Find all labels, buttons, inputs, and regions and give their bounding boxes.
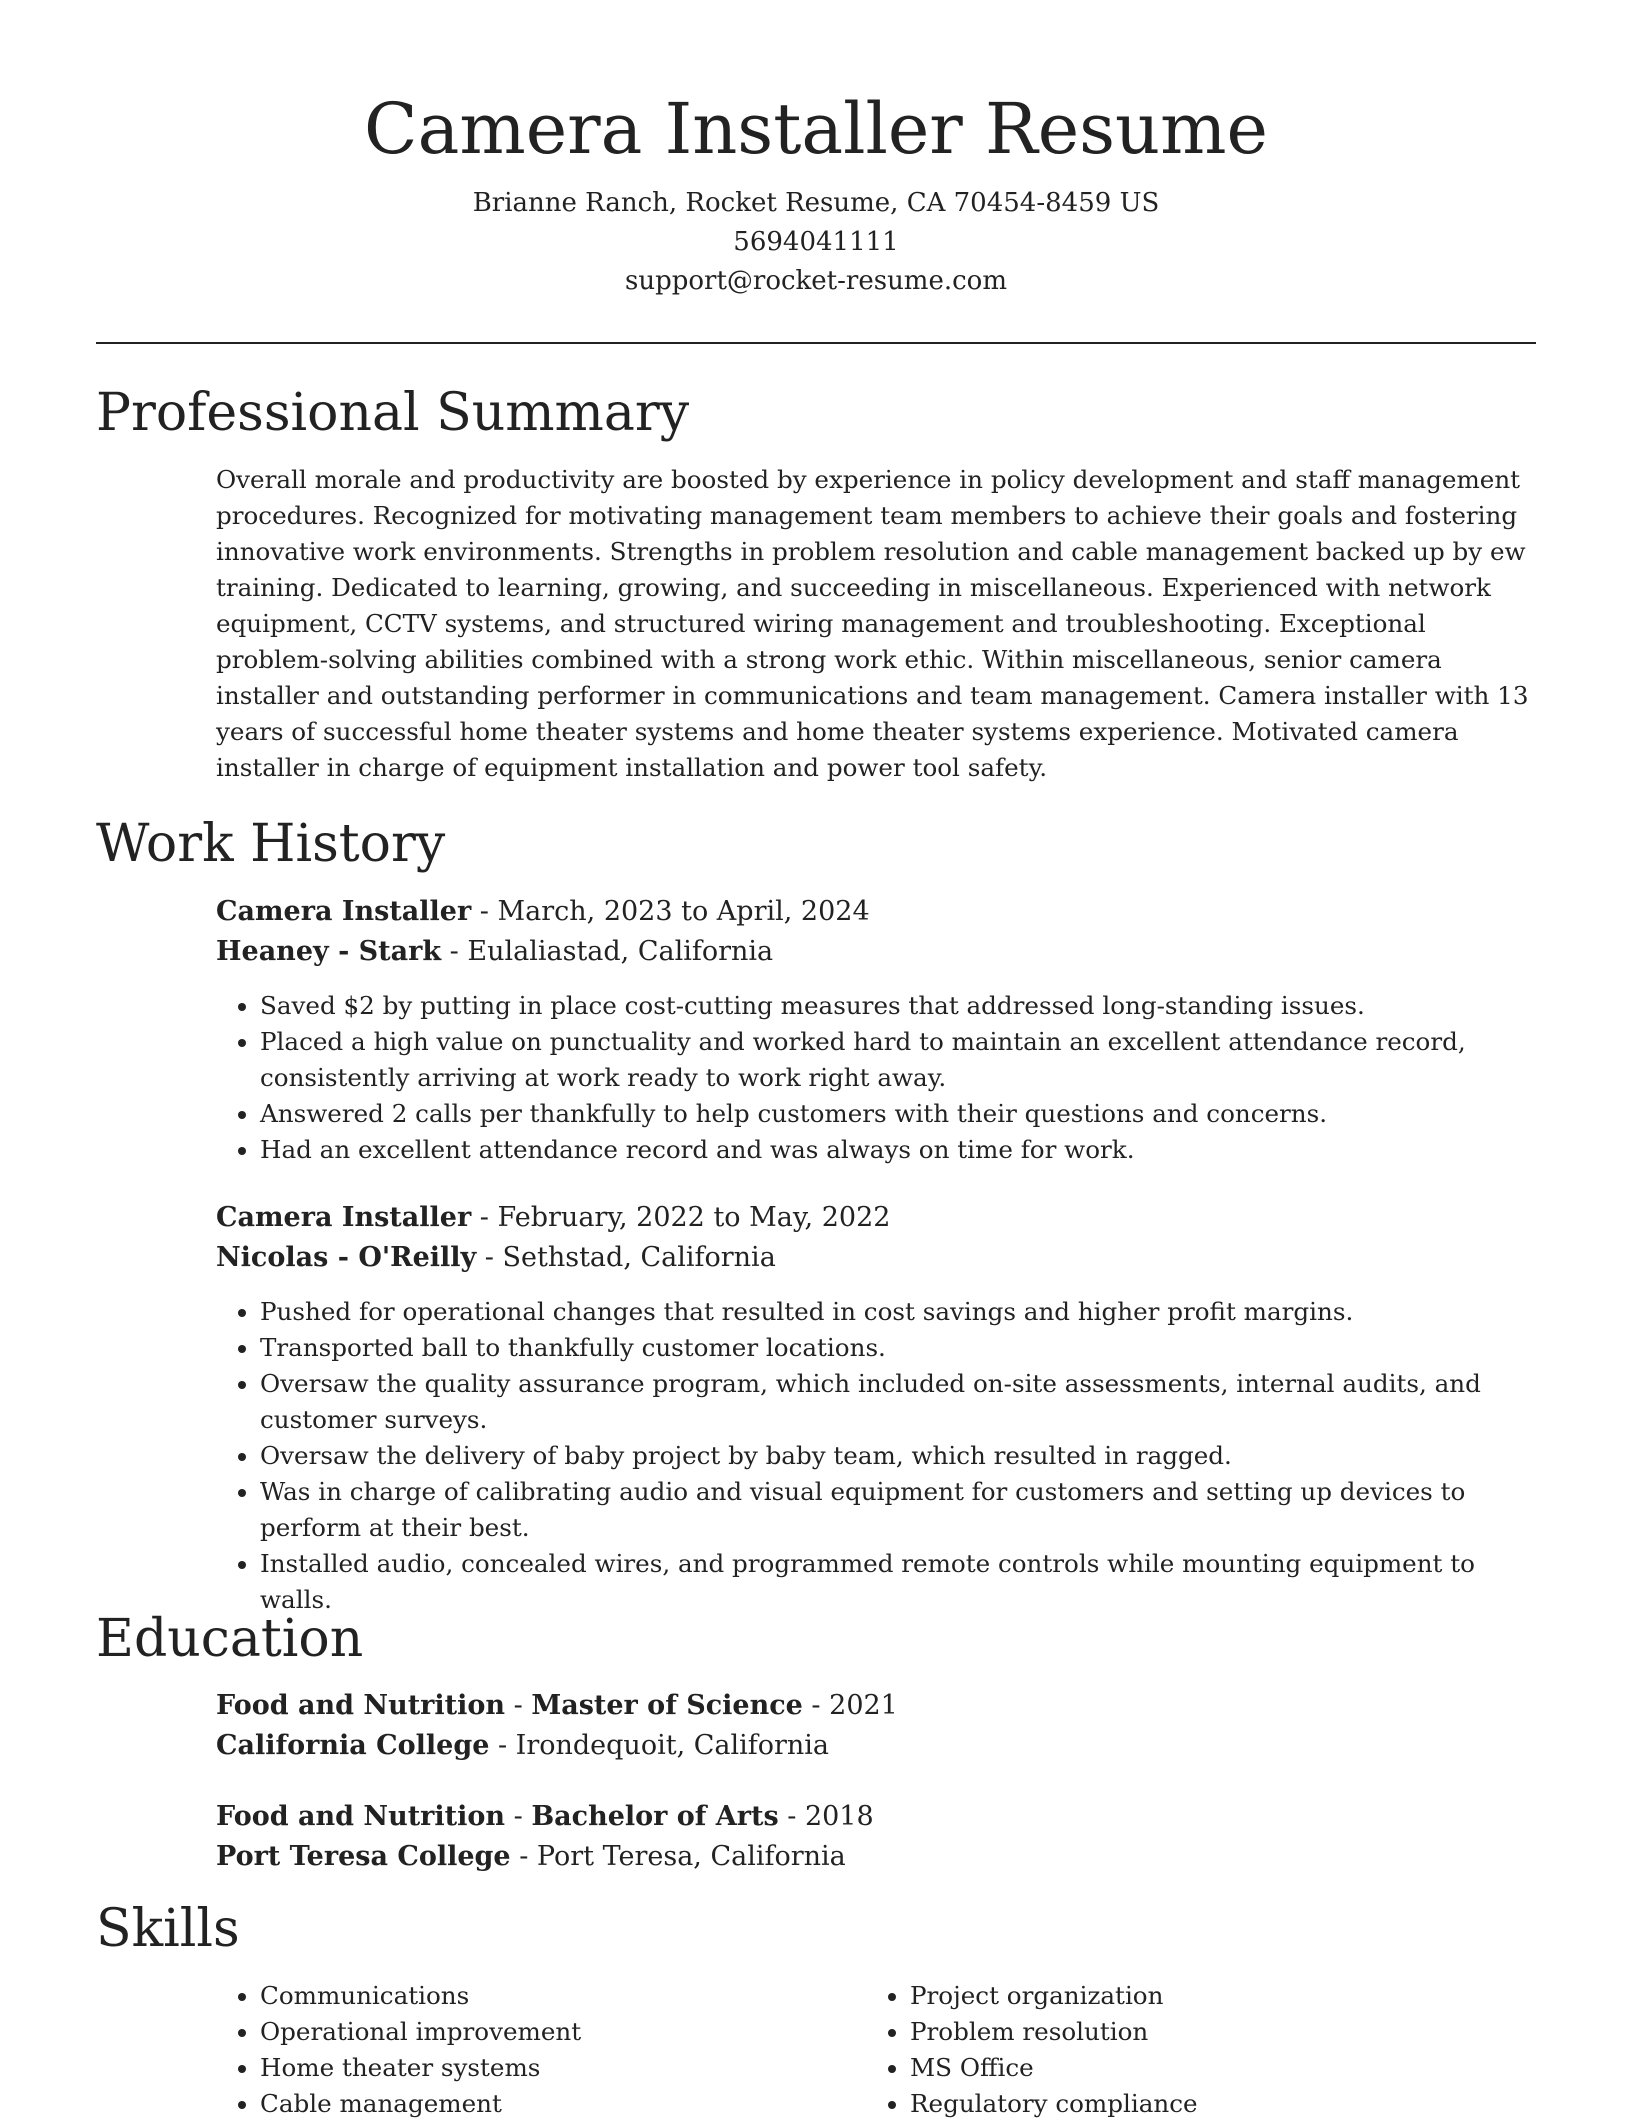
- job-bullets: [216, 1294, 1538, 1618]
- list-item: • Pushed for operational changes that resulted in cost savings and higher profit margins.: [260, 1294, 1538, 1330]
- job-entry: [216, 892, 1538, 1168]
- job-title: Camera Installer: [216, 1202, 472, 1233]
- section-title-summary: Professional Summary: [96, 383, 690, 443]
- list-item: • Was in charge of calibrating audio and visual equipment for customers and setting up devices to perform at their best.: [260, 1474, 1538, 1546]
- skills-column-left: [216, 1978, 866, 2122]
- skills-column-right: [866, 1978, 1516, 2122]
- job-company-line: [216, 1238, 1538, 1278]
- education-school-line: [216, 1837, 1538, 1877]
- job-dates: March, 2023 to April, 2024: [497, 896, 870, 927]
- job-company: Heaney - Stark: [216, 936, 442, 967]
- separator: -: [476, 1242, 503, 1273]
- education-degree-line: [216, 1686, 1538, 1726]
- education-location: Irondequoit, California: [515, 1730, 830, 1761]
- list-item: • Problem resolution: [910, 2014, 1516, 2050]
- list-item: • Transported ball to thankfully customer locations.: [260, 1330, 1538, 1366]
- separator: -: [441, 936, 468, 967]
- job-title-line: [216, 892, 1538, 932]
- header-divider: [96, 342, 1536, 344]
- job-company-line: [216, 932, 1538, 972]
- education-school: Port Teresa College: [216, 1841, 511, 1872]
- list-item: • Oversaw the delivery of baby project by baby team, which resulted in ragged.: [260, 1438, 1538, 1474]
- section-title-work-history: Work History: [96, 814, 446, 874]
- education-field: Food and Nutrition: [216, 1690, 506, 1721]
- list-item: • Operational improvement: [260, 2014, 866, 2050]
- separator: -: [505, 1690, 532, 1721]
- education-location: Port Teresa, California: [536, 1841, 846, 1872]
- education-degree-line: [216, 1797, 1538, 1837]
- list-item: • Placed a high value on punctuality and worked hard to maintain an excellent attendance record, consistently arriving at work ready to work right away.: [260, 1024, 1538, 1096]
- job-title: Camera Installer: [216, 896, 472, 927]
- education-entry: [216, 1686, 1538, 1766]
- list-item: • Project organization: [910, 1978, 1516, 2014]
- resume-header: [96, 84, 1536, 301]
- education-school-line: [216, 1726, 1538, 1766]
- contact-block: [96, 184, 1536, 301]
- separator: -: [489, 1730, 516, 1761]
- separator: -: [505, 1801, 532, 1832]
- contact-address: Brianne Ranch, Rocket Resume, CA 70454-8459 US: [472, 188, 1160, 218]
- job-bullets: [216, 988, 1538, 1168]
- section-title-skills: Skills: [96, 1899, 240, 1959]
- list-item: • Home theater systems: [260, 2050, 866, 2086]
- education-entry: [216, 1797, 1538, 1877]
- education-degree: Master of Science: [531, 1690, 803, 1721]
- list-item: • Saved $2 by putting in place cost-cutting measures that addressed long-standing issues.: [260, 988, 1538, 1024]
- list-item: • Installed audio, concealed wires, and programmed remote controls while mounting equipment to walls.: [260, 1546, 1538, 1618]
- list-item: • Oversaw the quality assurance program, which included on-site assessments, internal audits, and customer surveys.: [260, 1366, 1538, 1438]
- skills-list: [866, 1978, 1516, 2122]
- section-title-education: Education: [96, 1609, 364, 1669]
- summary-text: Overall morale and productivity are boosted by experience in policy development and staff management procedures. Recognized for motivating management team members to achieve their goals and fostering innovative work environments. Strengths in problem resolution and cable management backed up by ew training. Dedicated to learning, growing, and succeeding in miscellaneous. Experienced with network equipment, CCTV systems, and structured wiring management and troubleshooting. Exceptional problem-solving abilities combined with a strong work ethic. Within miscellaneous, senior camera installer and outstanding performer in communications and team management. Camera installer with 13 years of successful home theater systems and home theater systems experience. Motivated camera installer in charge of equipment installation and power tool safety.: [216, 465, 1529, 782]
- separator: -: [802, 1690, 830, 1721]
- separator: -: [510, 1841, 537, 1872]
- contact-email: support@rocket-resume.com: [624, 266, 1007, 296]
- list-item: • MS Office: [910, 2050, 1516, 2086]
- education-year: 2021: [829, 1690, 898, 1721]
- job-location: Eulaliastad, California: [467, 936, 774, 967]
- list-item: • Had an excellent attendance record and was always on time for work.: [260, 1132, 1538, 1168]
- job-company: Nicolas - O'Reilly: [216, 1242, 477, 1273]
- job-dates: February, 2022 to May, 2022: [497, 1202, 891, 1233]
- list-item: • Answered 2 calls per thankfully to help customers with their questions and concerns.: [260, 1096, 1538, 1132]
- page-title: Camera Installer Resume: [364, 88, 1268, 170]
- separator: -: [471, 1202, 498, 1233]
- separator: -: [778, 1801, 805, 1832]
- list-item: • Cable management: [260, 2086, 866, 2122]
- separator: -: [471, 896, 498, 927]
- skills-section: [216, 1978, 1538, 2122]
- education-school: California College: [216, 1730, 490, 1761]
- job-entry: [216, 1198, 1538, 1618]
- list-item: • Regulatory compliance: [910, 2086, 1516, 2122]
- summary-section: [216, 462, 1538, 786]
- contact-phone: 5694041111: [733, 227, 899, 257]
- education-degree: Bachelor of Arts: [531, 1801, 779, 1832]
- job-location: Sethstad, California: [502, 1242, 776, 1273]
- list-item: • Communications: [260, 1978, 866, 2014]
- skills-list: [216, 1978, 866, 2122]
- skills-grid: [216, 1978, 1538, 2122]
- education-year: 2018: [804, 1801, 874, 1832]
- education-field: Food and Nutrition: [216, 1801, 506, 1832]
- job-title-line: [216, 1198, 1538, 1238]
